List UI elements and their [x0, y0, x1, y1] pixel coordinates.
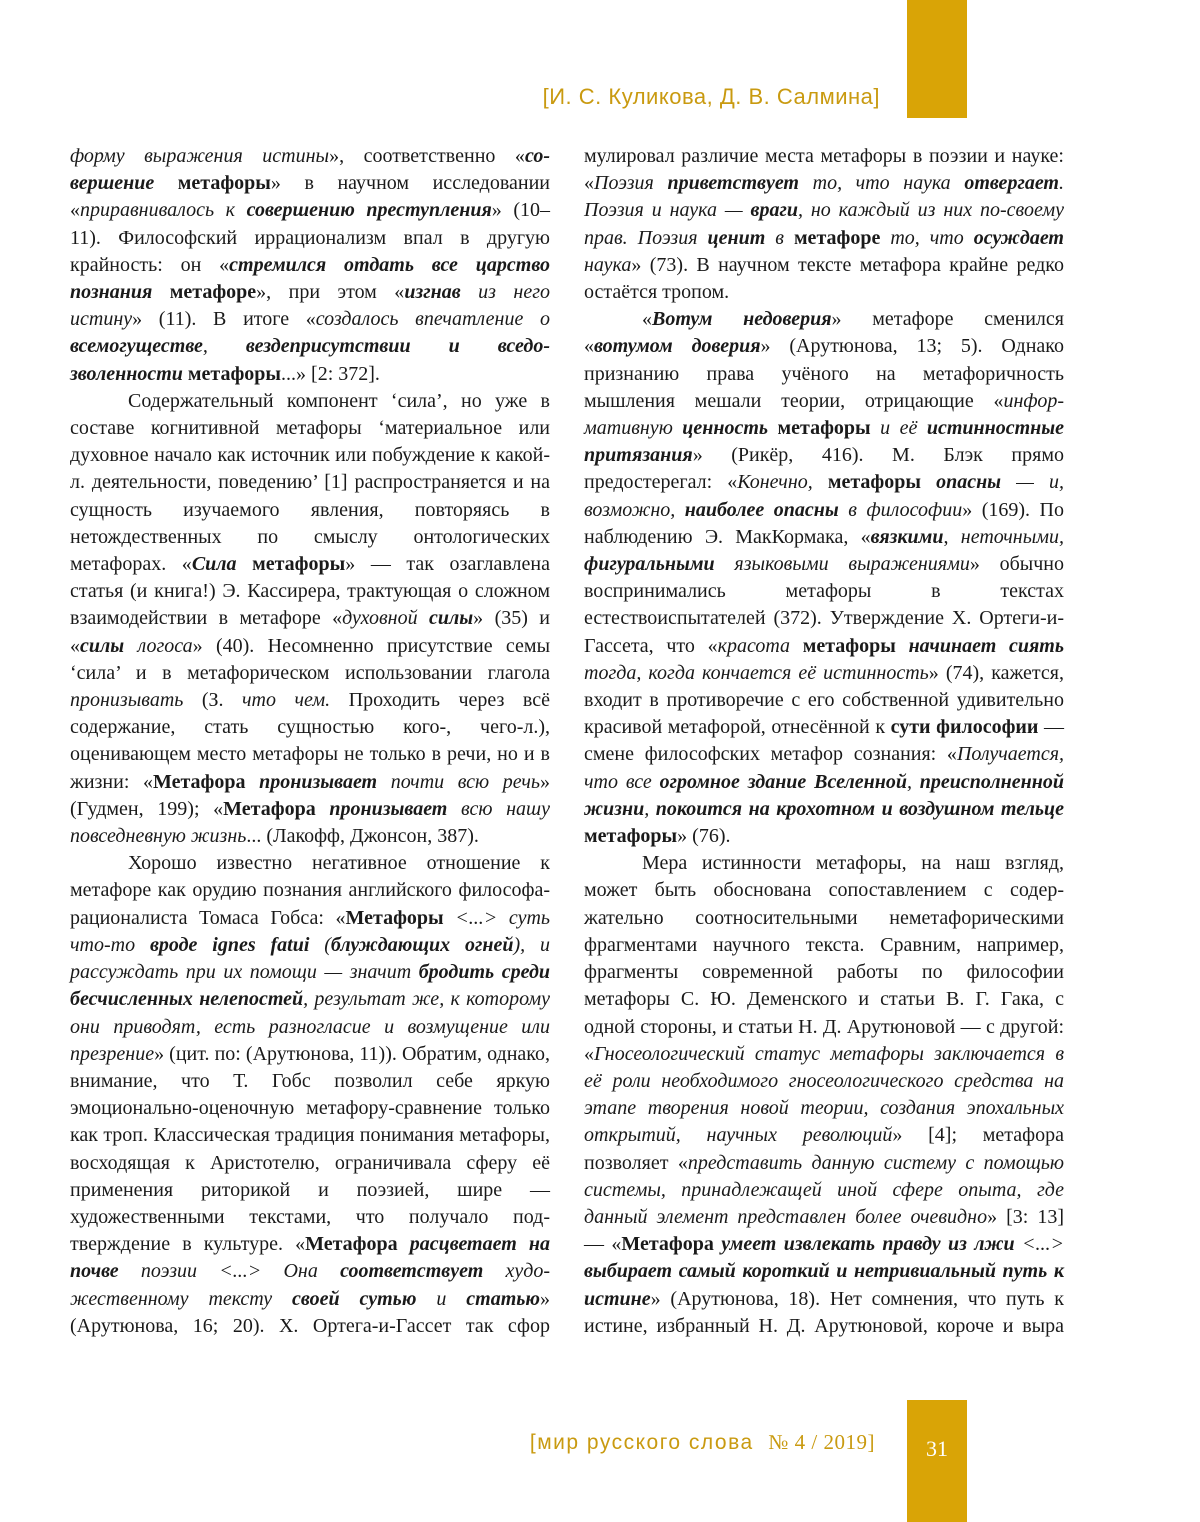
paragraph: Содержательный компонент ‘сила’, но уже в составе когнитивной метафоры ‘материальное или духовное начало как источник или побуждение к какой-л. деятельности, поведению’ [1] распространяется и на сущность изучаемого явления, повторяясь в нетождественных по смыслу онтологических метафорах. «Сила метафоры» — так озаглавлена статья (и книга!) Э. Кассирера, трактующая о сложном взаимодействии в метафоре «духовной силы» (35) и «силы логоса» (40). Несомненно присутствие семы ‘сила’ и в метафорическом использовании глагола пронизывать (З. что чем. Проходить через всё содержание, стать сущностью кого-, чего-л.), оценивающем место метафоры не только в речи, но и в жизни: «Метафора пронизывает почти всю речь» (Гудмен, 199); «Метафора пронизывает всю нашу повседневную жизнь... (Лакофф, Джонсон, 387).: [70, 389, 551, 848]
left-column: [70, 143, 550, 1340]
paragraph: «Вотум недоверия» метафоре сменился «вотумом доверия» (Арутюнова, 13; 5). Однако признанию права учёного на метафоричность мышления мешали теории, отрицающие «информативную ценность метафоры и её истинностные притязания» (Рикёр, 416). М. Блэк прямо предостерегал: «Конечно, метафоры опасны — и, возможно, наиболее опасны в философии» (169). По наблюдению Э. МакКормака, «вязкими, неточными, фигуральными языковыми выражениями» обычно воспринимались метафоры в текстах естествоиспытателей (372). Утверждение Х. Ортеги-и-Гассета, что «красота метафоры начинает сиять тогда, когда кончается её истинность» (74), кажется, входит в противоречие с его собственной удивительно красивой метафорой, отнесённой к сути философии — смене философских метафор сознания: «Получается, что все огромное здание Вселенной, преисполненной жизни, покоится на крохотном и воздушном тельце метафоры» (76).: [584, 308, 1065, 848]
accent-bar-top: [907, 0, 967, 118]
journal-issue: № 4 / 2019]: [768, 1430, 875, 1454]
paragraph: форму выражения истины», соответственно «совершение метафоры» в научном исследовании «приравнивалось к совершению преступления» (10–11). Философский иррационализм впал в другую крайность: он «стремился отдать все царство познания метафоре», при этом «изгнав из него истину» (11). В итоге «создалось впечатление о всемогуществе, вездеприсутствии и вседозволенности метафоры...» [2: 372].: [70, 145, 551, 385]
page-number: 31: [926, 1436, 948, 1461]
paragraph: Хорошо известно негативное отношение к метафоре как орудию познания английского философа-рационалиста Томаса Гобса: «Метафоры <...> суть что-то вроде ignes fatui (блуждающих огней), и рассуждать при их помощи — значит бродить среди бесчисленных нелепостей, результат же, к которому они приводят, есть разногласие и возмущение или презрение» (цит. по: (Арутюнова, 11)). Обратим, однако, внимание, что Т. Гобс позволил себе яркую эмоционально-оценочную метафору-сравнение только как троп. Классическая традиция понимания метафоры, восходящая к Аристотелю, ограничивала сферу её применения риторикой и поэзией, шире — художественными текстами, что получало подтверждение в культуре. «Метафора расцветает на почве поэзии <...> Она соответствует художественному тексту своей сутью и статью» (Арутюнова, 16; 20). Х. Ортега-и-Гассет так сфор: [70, 852, 551, 1337]
right-column: [584, 143, 1064, 1340]
running-footer-journal: [530, 1430, 875, 1455]
paragraph: мулировал различие места метафоры в поэзии и науке: «Поэзия приветствует то, что наука отвергает. Поэзия и наука — враги, но каждый из них по-своему прав. Поэзия ценит в метафоре то, что осуждает наука» (73). В научном тексте метафора крайне редко остаётся тропом.: [584, 145, 1064, 304]
running-header-authors: [И. С. Куликова, Д. В. Салмина]: [542, 84, 880, 109]
journal-name: [мир русского слова: [529, 1431, 754, 1454]
paragraph: Мера истинности метафоры, на наш взгляд, может быть обоснована сопоставлением с содержательно соотносительными неметафорическими фрагментами научного текста. Сравним, например, фрагменты современной работы по философии метафоры С. Ю. Деменского и статьи В. Г. Гака, с одной стороны, и статьи Н. Д. Арутюновой — с другой: «Гносеологический статус метафоры заключается в её роли необходимого гносеологического средства на этапе творения новой теории, создания эпохальных открытий, научных революций» [4]; метафора позволяет «представить данную систему с помощью системы, принадлежащей иной сфере опыта, где данный элемент представлен более очевидно» [3: 13] — «Метафора умеет извлекать правду из лжи <...> выбирает самый короткий и нетривиальный путь к истине» (Арутюнова, 18). Нет сомнения, что путь к истине, избранный Н. Д. Арутюновой, короче и выра: [584, 852, 1065, 1337]
